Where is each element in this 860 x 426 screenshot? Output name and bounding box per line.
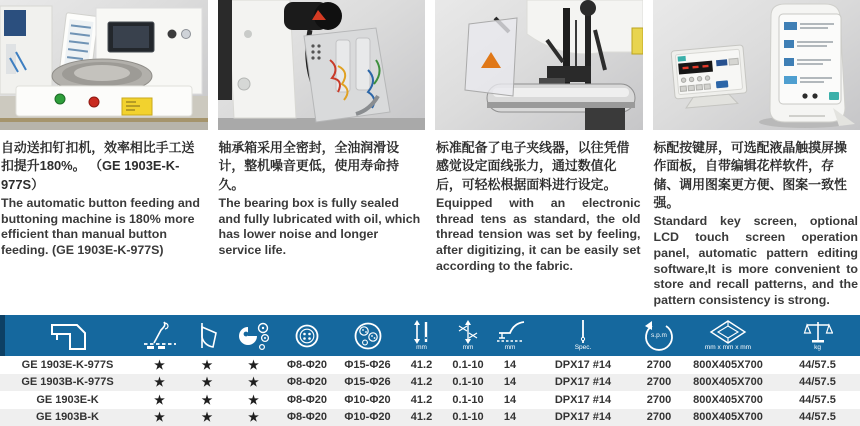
weight-value: 44/57.5: [799, 393, 836, 406]
weight-value: 44/57.5: [799, 376, 836, 389]
weight-icon: [803, 320, 833, 344]
large-button-size-value: Φ10-Φ20: [344, 393, 391, 406]
needle-bar-stroke-value: 41.2: [410, 376, 433, 389]
needle-spec-icon: [578, 320, 588, 344]
feature-zh-text: 标准配备了电子夹线器，以往凭借感觉设定面线张力，通过数值化后，可轻松根据面料进行设定。: [436, 140, 630, 192]
photo-operation-panels: [653, 0, 860, 130]
unit-label: mm x mm x mm: [704, 343, 752, 351]
needle-bar-stroke-value: 41.2: [410, 358, 433, 371]
speed-value: 2700: [646, 358, 672, 371]
presser-foot-lift-value: 14: [503, 393, 517, 406]
spec-table-rows: [0, 356, 860, 426]
unit-label: kg: [814, 343, 821, 351]
feature-en-text: Standard key screen, optional LCD touch screen operation panel, automatic pattern editing software,It is more convenient to store and recall patterns, and the pattern consistency is strong.: [653, 214, 858, 307]
dimensions-value: 800X405X700: [693, 393, 763, 406]
feature-star: ★: [248, 392, 259, 407]
large-button-size-value: Φ15-Φ26: [344, 358, 391, 371]
stitch-seam-icon: [143, 321, 177, 351]
button-size-icon: [292, 321, 322, 351]
col-button-size: [277, 315, 337, 356]
photo-button-feeding-machine: [0, 0, 208, 130]
needle-bar-stroke-icon: [409, 320, 435, 344]
feature-en-text: The bearing box is fully sealed and fully lubricated with oil, which has lower noise and longer service life.: [218, 195, 421, 258]
model-name: GE 1903B-K: [36, 411, 99, 424]
unit-label: mm: [462, 343, 474, 351]
feature-star: ★: [201, 357, 213, 372]
feature-zh-text: 自动送扣钉扣机，效率相比手工送扣提升180%。 （GE 1903E-K-977S）: [1, 140, 195, 192]
col-needle-bar-stroke: [398, 315, 445, 356]
sewing-size-value: 0.1-10: [452, 393, 484, 406]
feature-text: [435, 130, 643, 275]
bearing-box-illustration: [218, 0, 426, 130]
feature-star: ★: [154, 392, 165, 407]
feature-star: ★: [201, 410, 213, 425]
col-large-button-size: [337, 315, 398, 356]
unit-label: mm: [504, 343, 516, 351]
needle-bar-stroke-value: 41.2: [410, 393, 433, 406]
needle-spec-value: DPX17 #14: [554, 358, 612, 371]
feature-zh-text: 标配按键屏，可选配液晶触摸屏操作面板，自带编辑花样软件，存储、调用图案更方便、图案一致性强。: [653, 140, 847, 210]
button-size-value: Φ8-Φ20: [286, 393, 328, 406]
unit-label: s.p.m: [651, 331, 667, 339]
feature-star: ★: [248, 357, 259, 372]
feature-star: ★: [154, 375, 165, 390]
needle-spec-value: DPX17 #14: [554, 411, 612, 424]
weight-value: 44/57.5: [799, 358, 836, 371]
dimensions-value: 800X405X700: [693, 358, 763, 371]
photo-bearing-box: [218, 0, 426, 130]
feature-zh-text: 轴承箱采用全密封，全油润滑设计，整机噪音更低，使用寿命持久。: [218, 140, 399, 192]
col-packing-dimensions: [681, 315, 775, 356]
button-size-value: Φ8-Φ20: [286, 411, 328, 424]
feature-thread-tensioner: [435, 0, 643, 315]
feature-star: ★: [154, 357, 165, 372]
operation-panels-illustration: [653, 0, 860, 130]
sewing-size-value: 0.1-10: [452, 411, 484, 424]
feature-bearing-box: [218, 0, 426, 315]
feature-operation-panels: [653, 0, 860, 315]
large-button-size-value: Φ10-Φ20: [344, 411, 391, 424]
needle-bar-stroke-value: 41.2: [410, 411, 433, 424]
feature-star: ★: [201, 392, 213, 407]
table-row: [0, 391, 860, 409]
table-row: [0, 409, 860, 426]
dimensions-value: 800X405X700: [693, 411, 763, 424]
thread-tensioner-illustration: [435, 0, 643, 130]
button-size-value: Φ8-Φ20: [286, 376, 328, 389]
needle-spec-value: DPX17 #14: [554, 393, 612, 406]
presser-foot-lift-value: 14: [503, 411, 517, 424]
speed-value: 2700: [646, 393, 672, 406]
col-needle-spec: [529, 315, 637, 356]
model-name: GE 1903E-K-977S: [21, 358, 114, 371]
presser-foot-lift-value: 14: [503, 358, 517, 371]
feature-star: ★: [248, 375, 259, 390]
col-sewing-size: [445, 315, 491, 356]
feature-star: ★: [201, 375, 213, 390]
feature-star: ★: [154, 410, 165, 425]
presser-foot-lift-value: 14: [503, 376, 517, 389]
unit-label: mm: [416, 343, 427, 351]
button-feeder-illustration: [0, 0, 208, 130]
col-sewing-speed: [637, 315, 681, 356]
sewing-machine-icon: [45, 321, 91, 351]
feature-button-feeder: [0, 0, 208, 315]
large-button-size-value: Φ15-Φ26: [344, 376, 391, 389]
large-button-size-icon: [351, 320, 385, 352]
table-row: [0, 374, 860, 392]
speed-value: 2700: [646, 376, 672, 389]
col-stitch: [135, 315, 184, 356]
feature-text: [0, 130, 208, 259]
weight-value: 44/57.5: [799, 411, 836, 424]
col-weight: [775, 315, 860, 356]
model-name: GE 1903E-K: [36, 393, 99, 406]
col-hook: [184, 315, 230, 356]
feature-text: [653, 130, 860, 309]
feature-text: [218, 130, 426, 259]
col-model: [0, 315, 135, 356]
button-feeder-icon: [237, 321, 271, 351]
sewing-size-icon: [455, 320, 481, 344]
dimensions-value: 800X405X700: [693, 376, 763, 389]
speed-value: 2700: [646, 411, 672, 424]
feature-en-text: The automatic button feeding and buttoning machine is 180% more efficient than manual button feeding. (GE 1903E-K-977S): [1, 195, 200, 258]
col-button-feeder: [230, 315, 277, 356]
col-presser-foot-lift: [491, 315, 529, 356]
rotary-hook-icon: [194, 321, 220, 351]
sewing-size-value: 0.1-10: [452, 376, 484, 389]
spec-table: [0, 315, 860, 426]
feature-star: ★: [248, 410, 259, 425]
feature-en-text: Equipped with an electronic thread tens as standard, the old thread tension was set by feeling, after digitizing, it can be easily set according to the fabric.: [436, 195, 641, 273]
table-row: [0, 356, 860, 374]
packing-dimensions-icon: [709, 320, 747, 344]
spec-table-header: [0, 315, 860, 356]
button-size-value: Φ8-Φ20: [286, 358, 328, 371]
presser-foot-lift-icon: [494, 320, 526, 344]
needle-spec-value: DPX17 #14: [554, 376, 612, 389]
model-name: GE 1903B-K-977S: [21, 376, 114, 389]
unit-label: Spec.: [574, 343, 592, 351]
photo-thread-tensioner: [435, 0, 643, 130]
sewing-size-value: 0.1-10: [452, 358, 484, 371]
